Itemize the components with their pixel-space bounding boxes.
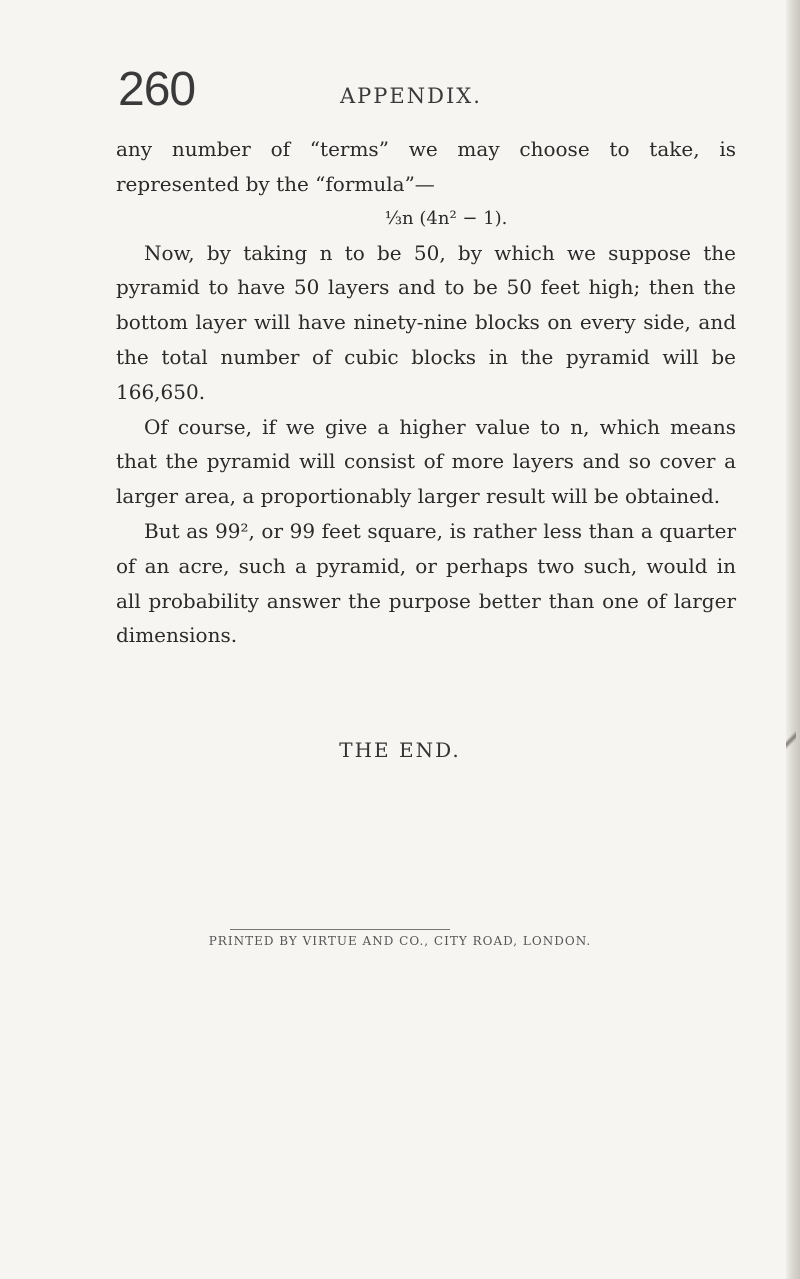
printer-imprint: PRINTED BY VIRTUE AND CO., CITY ROAD, LONDON. [208, 934, 592, 948]
page-number: 260 [118, 63, 196, 116]
paragraph-3: Of course, if we give a higher value to n, which means that the pyramid will consist of more layers and so cover a larger area, a proportionably larger result will be obtained. [116, 414, 736, 509]
the-end-title: THE END. [339, 738, 461, 762]
page-edge-shadow [786, 0, 800, 1279]
running-head: APPENDIX. [340, 84, 482, 108]
page-header [118, 62, 718, 122]
paragraph-1: any number of “terms” we may choose to take, is represented by the “formula”— [116, 137, 736, 196]
body-text [116, 132, 736, 653]
formula: ⅓n (4n² − 1). [384, 207, 508, 229]
imprint-divider [230, 929, 450, 930]
paragraph-4: But as 99², or 99 feet square, is rather less than a quarter of an acre, such a pyramid, or perhaps two such, would in all probability answer the purpose better than one of larger dimensions. [116, 518, 736, 648]
paragraph-2: Now, by taking n to be 50, by which we suppose the pyramid to have 50 layers and to be 50 feet high; then the bottom layer will have ninety-nine blocks on every side, and the total number of cubic blocks in the pyramid will be 166,650. [116, 240, 736, 404]
